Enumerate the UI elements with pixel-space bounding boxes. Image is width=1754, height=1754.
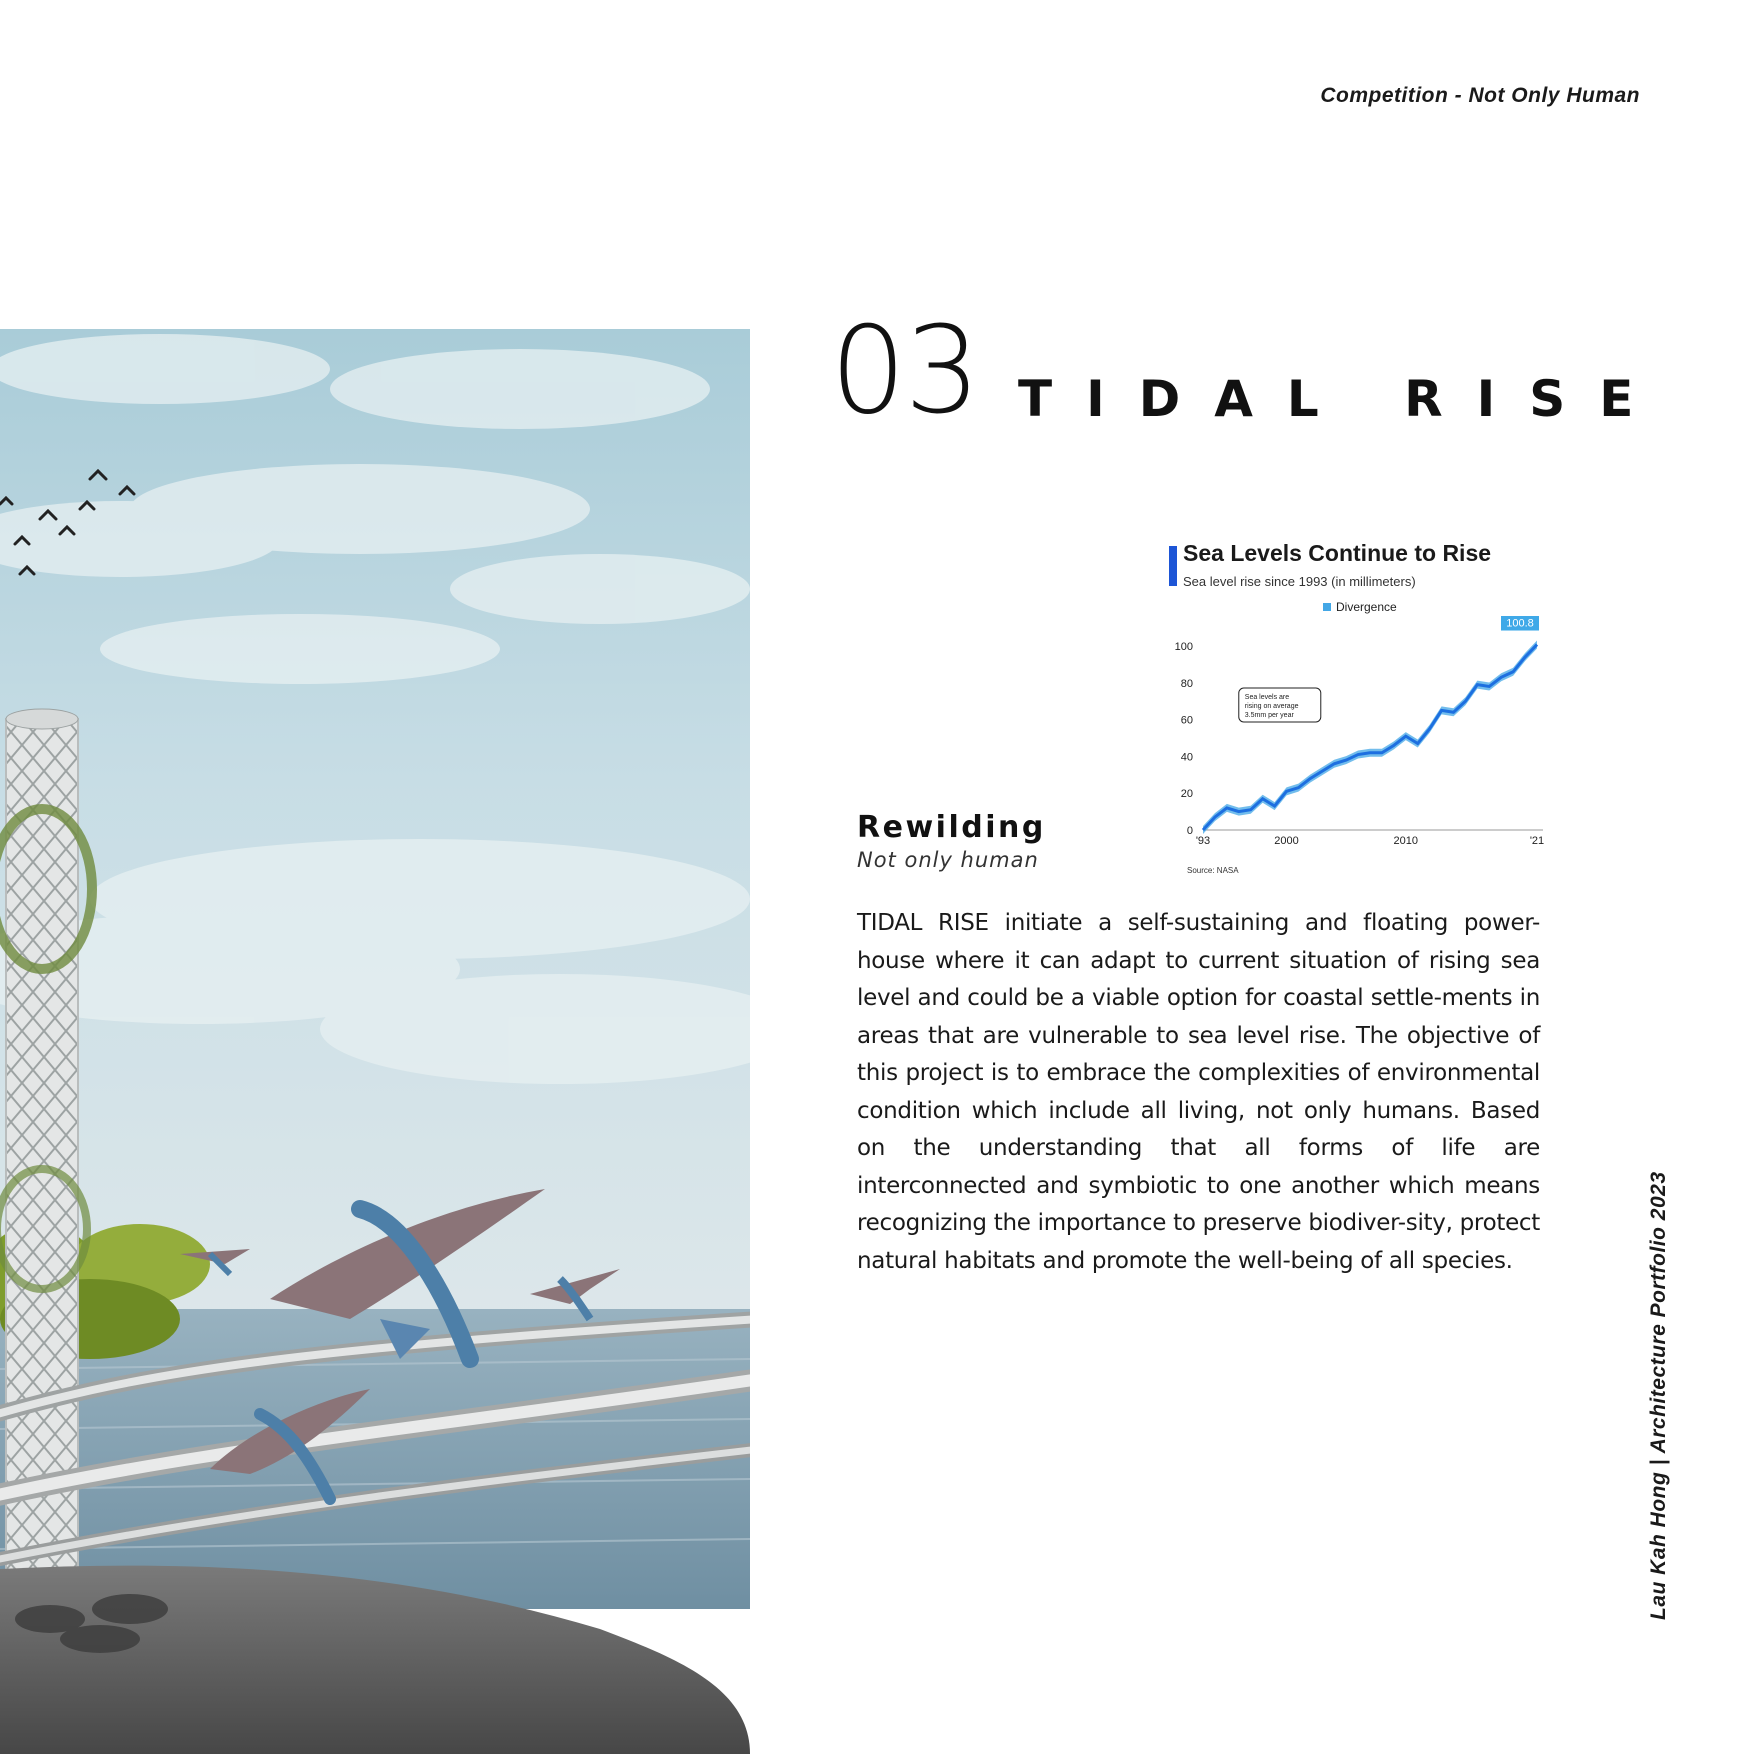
chart-accent-bar [1169,546,1177,586]
y-tick-label: 0 [1186,825,1193,837]
side-credit: Lau Kah Hong | Architecture Portfolio 2023 [1647,1171,1670,1620]
section-subheading: Not only human [857,848,1039,872]
chart-source: Source: NASA [1187,866,1239,875]
body-paragraph: TIDAL RISE initiate a self-sustaining and floating power-house where it can adapt to current situation of rising sea level and could be a viable option for coastal settle-ments in areas that are vulnerable to sea level rise. The objective of this project is to embrace the complexities of environmental condition which include all living, not only humans. Based on the understanding that all forms of life are interconnected and symbiotic to one another which means recognizing the importance to preserve biodiver-sity, protect natural habitats and promote the well-being of all species. [857,910,1540,1274]
project-number: 03 [830,302,979,441]
chart-plot [1165,616,1560,866]
series-band [1203,641,1537,834]
chart-title: Sea Levels Continue to Rise [1183,540,1492,566]
legend-swatch [1323,603,1331,611]
y-tick-label: 60 [1180,714,1193,727]
annotation-text: Sea levels are [1244,694,1290,701]
annotation-text: rising on average [1244,703,1299,710]
chart-legend [1323,600,1397,614]
chart-subtitle: Sea level rise since 1993 (in millimeters) [1183,574,1416,589]
y-tick-label: 20 [1180,788,1193,801]
legend-label: Divergence [1336,600,1397,614]
x-tick-label: 2000 [1274,835,1299,847]
section-heading: Rewilding [857,810,1046,845]
y-tick-label: 100 [1174,641,1193,653]
x-tick-label: '21 [1529,835,1545,847]
x-tick-label: '93 [1195,835,1211,847]
hero-illustration [0,329,750,1754]
value-callout-label: 100.8 [1506,617,1534,630]
sea-level-chart [1165,536,1560,880]
header-kicker: Competition - Not Only Human [1320,84,1640,107]
y-tick-label: 40 [1180,751,1193,764]
x-tick-label: 2010 [1393,835,1419,847]
y-tick-label: 80 [1180,677,1193,690]
series-line [1203,645,1537,830]
project-title: TIDAL RISE [1018,370,1668,428]
annotation-text: 3.5mm per year [1244,712,1294,719]
